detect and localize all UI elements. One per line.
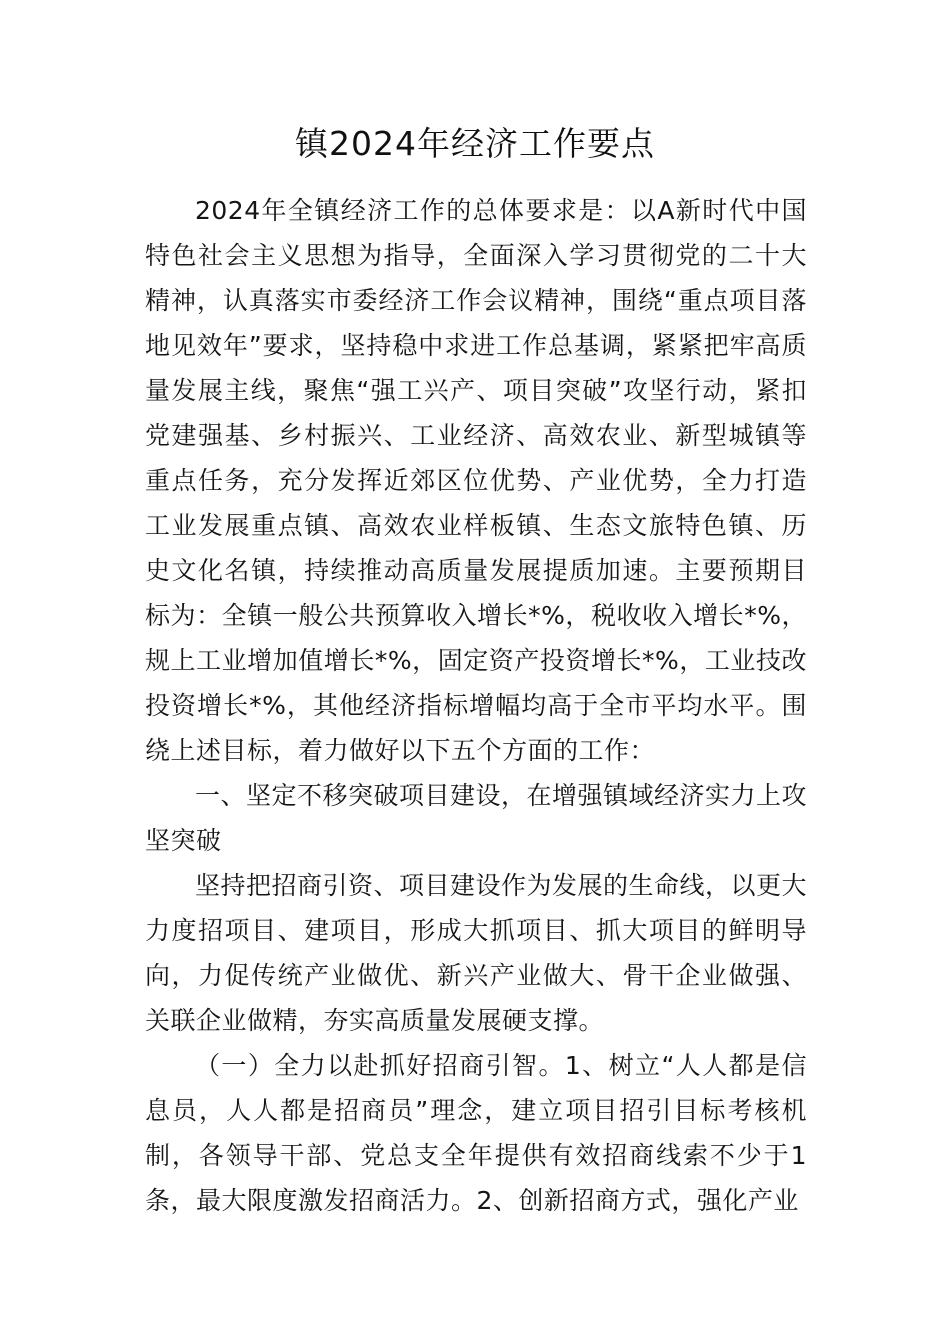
paragraph-subsection-1: （一）全力以赴抓好招商引智。1、树立“人人都是信息员，人人都是招商员”理念，建立项目招引目标考核机制，各领导干部、党总支全年提供有效招商线索不少于1条，最大限度激发招商活力。2、创新招商方式，强化产业 <box>145 1051 807 1215</box>
document-body <box>145 188 807 1223</box>
section-heading-1: 一、坚定不移突破项目建设，在增强镇域经济实力上攻坚突破 <box>145 781 808 855</box>
paragraph-section-1-intro: 坚持把招商引资、项目建设作为发展的生命线，以更大力度招项目、建项目，形成大抓项目、抓大项目的鲜明导向，力促传统产业做优、新兴产业做大、骨干企业做强、关联企业做精，夯实高质量发展硬支撑。 <box>145 871 808 1035</box>
paragraph-overview: 2024年全镇经济工作的总体要求是：以A新时代中国特色社会主义思想为指导，全面深入学习贯彻党的二十大精神，认真落实市委经济工作会议精神，围绕“重点项目落地见效年”要求，坚持稳中求进工作总基调，紧紧把牢高质量发展主线，聚焦“强工兴产、项目突破”攻坚行动，紧扣党建强基、乡村振兴、工业经济、高效农业、新型城镇等重点任务，充分发挥近郊区位优势、产业优势，全力打造工业发展重点镇、高效农业样板镇、生态文旅特色镇、历史文化名镇，持续推动高质量发展提质加速。主要预期目标为：全镇一般公共预算收入增长*%，税收收入增长*%，规上工业增加值增长*%，固定资产投资增长*%，工业技改投资增长*%，其他经济指标增幅均高于全市平均水平。围绕上述目标，着力做好以下五个方面的工作： <box>145 196 807 765</box>
document-title: 镇2024年经济工作要点 <box>295 124 655 163</box>
